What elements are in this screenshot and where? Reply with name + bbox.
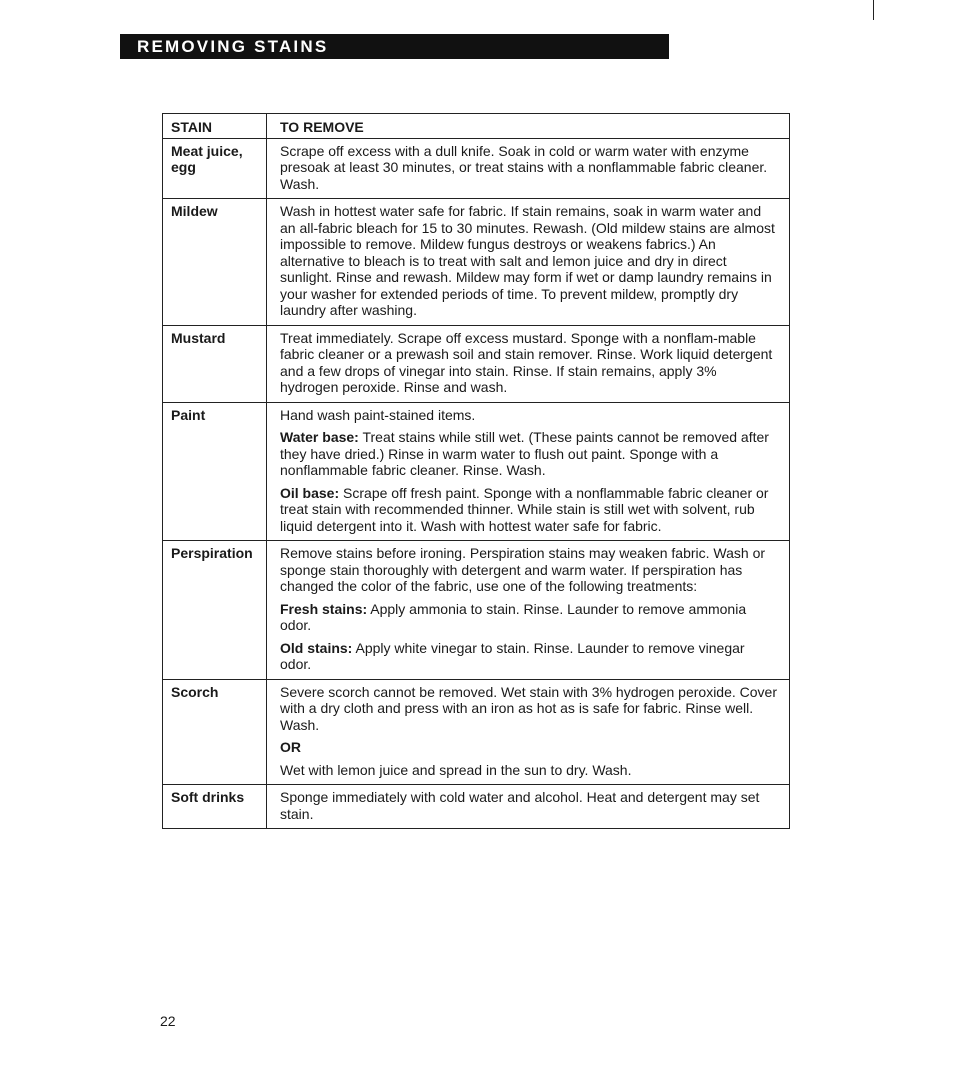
stain-name: Meat juice, egg <box>163 138 267 199</box>
table-header-row <box>163 114 790 139</box>
instruction-paragraph <box>280 739 777 756</box>
instruction-paragraph <box>280 407 777 424</box>
instruction-paragraph <box>280 601 777 634</box>
instruction-paragraph <box>280 762 777 779</box>
instruction-paragraph <box>280 143 777 193</box>
instruction-text: Apply ammonia to stain. Rinse. Launder to remove ammonia odor. <box>280 600 747 633</box>
instruction-text: Scrape off excess with a dull knife. Soak in cold or warm water with enzyme presoak at least 30 minutes, or treat stains with a nonflammable fabric cleaner. Wash. <box>280 142 768 192</box>
instruction-lead: Fresh stains: <box>280 600 368 617</box>
instruction-text: Hand wash paint-stained items. <box>280 406 476 423</box>
instruction-paragraph <box>280 789 777 822</box>
instruction-paragraph <box>280 429 777 479</box>
table-row <box>163 325 790 402</box>
page-number: 22 <box>160 1013 176 1029</box>
instruction-lead: Old stains: <box>280 639 353 656</box>
instruction-lead: Water base: <box>280 429 359 445</box>
instruction-paragraph <box>280 203 777 319</box>
column-header-to-remove: TO REMOVE <box>267 114 790 139</box>
instruction-paragraph <box>280 485 777 535</box>
section-title: REMOVING STAINS <box>120 34 669 59</box>
table-row <box>163 679 790 785</box>
table-row <box>163 785 790 829</box>
stain-name: Mustard <box>163 325 267 402</box>
instruction-text: Apply white vinegar to stain. Rinse. Launder to remove vinegar odor. <box>280 639 745 672</box>
removal-instructions <box>267 785 790 829</box>
column-header-stain: STAIN <box>163 114 267 139</box>
table-row <box>163 138 790 199</box>
instruction-text: Sponge immediately with cold water and alcohol. Heat and detergent may set stain. <box>280 789 760 822</box>
removal-instructions <box>267 199 790 326</box>
instruction-text: Wet with lemon juice and spread in the sun to dry. Wash. <box>280 761 632 778</box>
page-edge-mark <box>873 0 874 20</box>
instruction-paragraph <box>280 684 777 734</box>
instruction-text: Scrape off fresh paint. Sponge with a nonflammable fabric cleaner or treat stain with recommended thinner. While stain is still wet with solvent, rub liquid detergent into it. Wash with hottest water safe for fabric. <box>280 484 769 534</box>
removal-instructions <box>267 402 790 541</box>
removal-instructions <box>267 541 790 680</box>
instruction-text: Treat immediately. Scrape off excess mustard. Sponge with a nonflam-mable fabric cleaner or a prewash soil and stain remover. Rinse. Work liquid detergent and a few drops of vinegar into stain. Rinse. If stain remains, apply 3% hydrogen peroxide. Rinse and wash. <box>280 329 773 395</box>
instruction-paragraph <box>280 640 777 673</box>
removal-instructions <box>267 679 790 785</box>
instruction-lead: Oil base: <box>280 484 340 501</box>
instruction-text: Remove stains before ironing. Perspiration stains may weaken fabric. Wash or sponge stain thoroughly with detergent and warm water. If perspiration has changed the color of the fabric, use one of the following treatments: <box>280 545 766 594</box>
instruction-paragraph <box>280 545 777 595</box>
stain-removal-table <box>162 113 790 829</box>
instruction-text: Treat stains while still wet. (These paints cannot be removed after they have dried.) Rinse in warm water to flush out paint. Sponge with a nonflammable fabric cleaner. Rinse. Wash. <box>280 429 769 478</box>
table-row <box>163 199 790 326</box>
stain-name: Paint <box>163 402 267 541</box>
instruction-text: Severe scorch cannot be removed. Wet stain with 3% hydrogen peroxide. Cover with a dry cloth and press with an iron as hot as is safe for fabric. Rinse well. Wash. <box>280 683 777 733</box>
removal-instructions <box>267 325 790 402</box>
stain-name: Scorch <box>163 679 267 785</box>
table-row <box>163 402 790 541</box>
table-row <box>163 541 790 680</box>
stain-name: Perspiration <box>163 541 267 680</box>
stain-name: Soft drinks <box>163 785 267 829</box>
instruction-paragraph <box>280 330 777 396</box>
instruction-text: Wash in hottest water safe for fabric. If stain remains, soak in warm water and an all-fabric bleach for 15 to 30 minutes. Rewash. (Old mildew stains are almost impossible to remove. Mildew fungus destroys or weakens fabrics.) An alternative to bleach is to treat with salt and lemon juice and dry in direct sunlight. Rinse and rewash. Mildew may form if wet or damp laundry remains in your washer for extended periods of time. To prevent mildew, promptly dry laundry after washing. <box>280 203 775 318</box>
removal-instructions <box>267 138 790 199</box>
stain-name: Mildew <box>163 199 267 326</box>
table-body <box>163 138 790 829</box>
instruction-lead: OR <box>280 739 301 755</box>
